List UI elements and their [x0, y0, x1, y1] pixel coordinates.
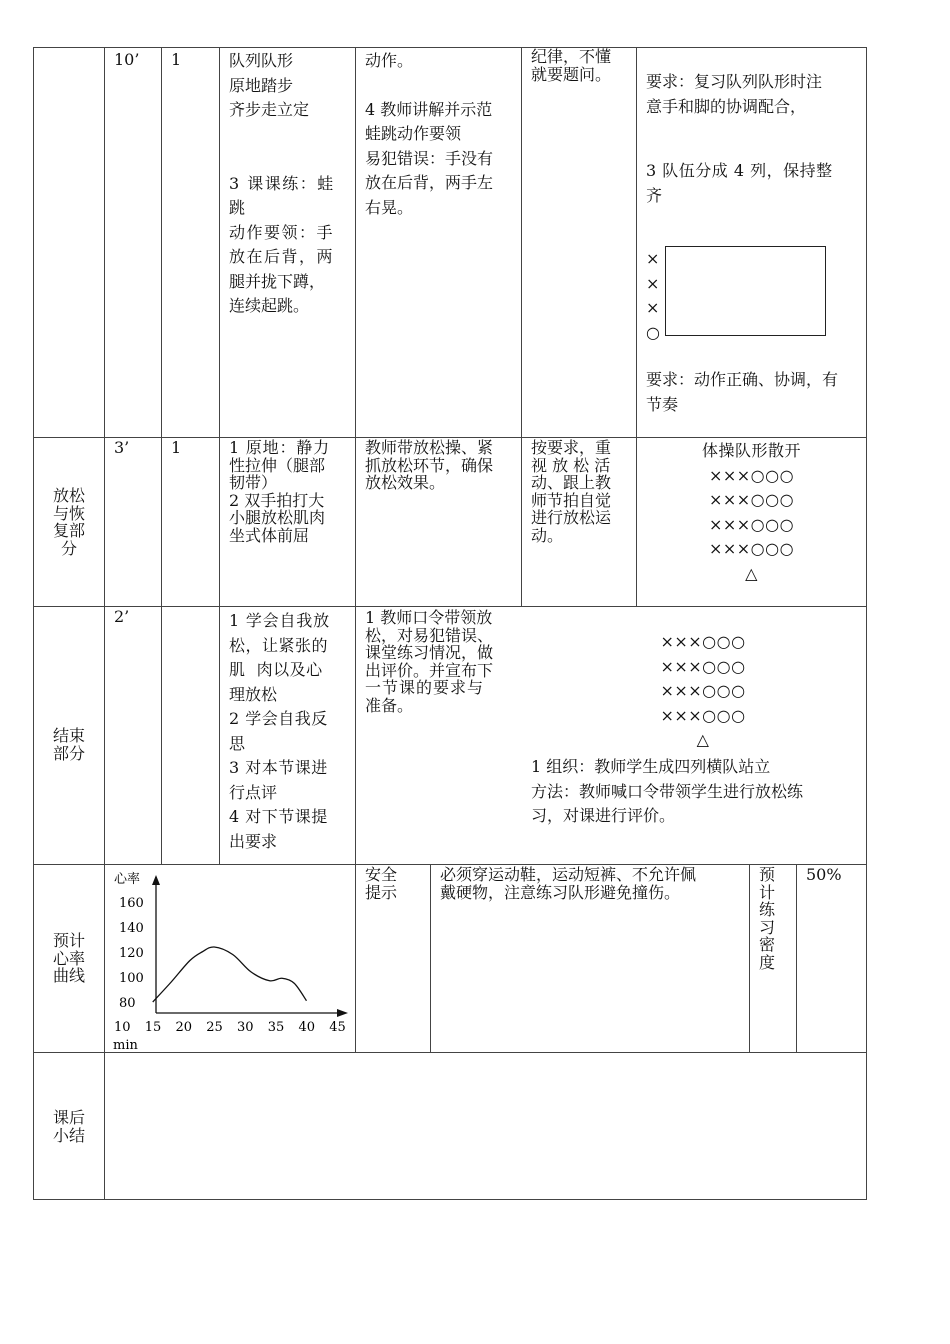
org-line: 节奏: [646, 394, 679, 414]
student-line: 动。: [531, 525, 564, 545]
label-line: 曲线: [52, 966, 85, 985]
label-line: 课后: [52, 1108, 85, 1127]
row2-content: [229, 439, 330, 544]
row2-teacher: [365, 439, 493, 492]
formation-row: ×××○○○: [708, 465, 795, 485]
col-divider: [219, 47, 220, 865]
org-line: 要求：动作正确、协调，有: [646, 370, 839, 389]
label-line: 预计: [52, 931, 85, 950]
y-tick-label: 80: [119, 996, 136, 1011]
org-line: 方法：教师喊口令带领学生进行放松练: [531, 781, 804, 801]
content-line: 原地踏步: [229, 75, 294, 95]
x-tick-label: 25: [206, 1020, 223, 1035]
y-tick-label: 120: [119, 946, 144, 961]
row3-time: 2’: [114, 607, 130, 626]
table-border-left: [33, 47, 34, 1200]
table-border-top: [33, 47, 867, 48]
table-border-bottom: [33, 1199, 867, 1200]
heart-rate-chart: [105, 865, 355, 1052]
content-line: 出要求: [229, 831, 278, 851]
org-line: 意手和脚的协调配合，: [646, 96, 807, 116]
content-line: 肌 肉以及心: [229, 660, 323, 679]
row3-formation: [522, 630, 884, 753]
label-line: 练: [759, 900, 776, 919]
label-line: 安全: [365, 865, 398, 884]
row2-student: [531, 439, 611, 544]
org-line: 要求：复习队列队形时注: [646, 72, 823, 91]
student-mark: ×: [646, 298, 660, 317]
student-line: 师节拍自觉: [531, 490, 612, 510]
content-line: 性拉伸（腿部: [229, 455, 326, 475]
content-line: 1 原地：静力: [229, 438, 330, 457]
density-value: 50%: [806, 865, 842, 884]
density-label: [759, 866, 775, 971]
x-axis-label: min: [113, 1038, 138, 1052]
row4-section-label: [39, 932, 99, 985]
teacher-line: 易犯错误：手没有: [365, 148, 494, 168]
col-divider: [430, 865, 431, 1053]
label-line: 习: [759, 917, 776, 937]
content-line: 动作要领：手: [229, 222, 335, 242]
teacher-line: 抓放松环节，确保: [365, 455, 494, 475]
teacher-line: 出评价。并宣布下: [365, 660, 494, 680]
teacher-line: 放在后背，两手左: [365, 173, 494, 192]
label-line: 心率: [52, 948, 85, 968]
content-line: 队列队形: [229, 51, 294, 70]
label-line: 放松: [52, 486, 85, 505]
content-line: 1 学会自我放: [229, 611, 330, 630]
content-line: 3 课课练：蛙: [229, 173, 335, 193]
row3-content: [229, 609, 330, 854]
x-tick-label: 30: [237, 1020, 254, 1035]
safety-label: [365, 866, 397, 901]
content-line: 韧带）: [229, 473, 278, 492]
label-line: 预: [759, 865, 776, 884]
label-line: 与恢: [52, 503, 85, 523]
formation-marks: [646, 247, 660, 345]
content-line: 4 对下节课提: [229, 807, 328, 826]
teacher-line: 一节课的要求与: [365, 678, 485, 697]
teacher-line: 松，对易犯错误、: [365, 625, 494, 645]
content-line: 坐式体前屈: [229, 525, 310, 545]
teacher-line: 动作。: [365, 51, 414, 70]
teacher-position-icon: △: [696, 730, 710, 749]
formation-row: ×××○○○: [660, 656, 746, 676]
student-line: 进行放松运: [531, 508, 612, 527]
safety-line: 必须穿运动鞋，运动短裤、不允许佩: [440, 865, 697, 884]
teacher-line: 右晃。: [365, 197, 414, 217]
row5-section-label: [39, 1109, 99, 1144]
label-line: 复部: [52, 521, 85, 540]
org-line: 1 组织：教师学生成四列横队站立: [531, 757, 771, 776]
content-line: 3 对本节课进: [229, 758, 328, 777]
content-line: 小腿放松肌肉: [229, 508, 326, 527]
teacher-line: 1 教师口令带领放: [365, 608, 493, 627]
label-line: 密: [759, 935, 776, 954]
row1-organization-3: [646, 368, 838, 417]
row2-section-label: [39, 487, 99, 557]
teacher-line: 准备。: [365, 695, 414, 715]
content-line: 2 学会自我反: [229, 709, 328, 728]
y-tick-label: 100: [119, 971, 144, 986]
teacher-position-icon: △: [745, 563, 758, 583]
content-line: 行点评: [229, 782, 278, 802]
teacher-line: 4 教师讲解并示范: [365, 99, 493, 119]
label-line: 提示: [365, 882, 398, 902]
y-tick-label: 140: [119, 921, 144, 936]
row2-count: 1: [171, 438, 182, 457]
student-mark: ×: [646, 273, 660, 293]
label-line: 计: [759, 882, 776, 902]
row1-count: 1: [171, 50, 182, 69]
content-line: 2 双手拍打大: [229, 490, 325, 510]
y-axis-arrow-icon: [152, 875, 160, 885]
org-line: 习，对课进行评价。: [531, 806, 676, 825]
row1-content: [229, 49, 353, 319]
student-line: 纪律，不懂: [531, 47, 612, 66]
content-line: 思: [229, 733, 246, 753]
content-line: 放在后背，两: [229, 247, 335, 266]
frog-jump-area-rect: [665, 246, 826, 336]
row1-teacher: [365, 49, 493, 220]
x-axis-arrow-icon: [337, 1009, 348, 1017]
student-line: 动、跟上教: [531, 473, 612, 492]
content-line: 跳: [229, 198, 246, 217]
label-line: 结束: [52, 726, 85, 745]
content-line: 齐步走立定: [229, 100, 310, 119]
row-divider: [33, 606, 867, 607]
col-divider: [796, 865, 797, 1053]
formation-row: ×××○○○: [708, 539, 795, 558]
row3-section-label: [39, 727, 99, 762]
col-divider: [355, 47, 356, 1053]
col-divider: [749, 865, 750, 1053]
formation-row: ×××○○○: [708, 514, 795, 534]
safety-line: 戴硬物，注意练习队形避免撞伤。: [440, 882, 681, 902]
label-line: 度: [759, 952, 776, 972]
label-line: 小结: [52, 1125, 85, 1145]
heart-rate-series-line: [153, 947, 307, 1002]
summary-area[interactable]: [105, 1053, 866, 1199]
safety-text: [440, 866, 696, 901]
label-line: 分: [60, 538, 77, 558]
x-tick-label: 10: [114, 1020, 131, 1035]
row3-teacher: [365, 609, 493, 714]
label-line: 部分: [52, 743, 85, 763]
x-tick-label: 15: [144, 1020, 162, 1035]
row1-student: [531, 48, 611, 83]
col-divider: [521, 47, 522, 607]
content-line: 松，让紧张的: [229, 635, 329, 655]
y-axis-label: 心率: [114, 872, 141, 887]
row1-time: 10’: [114, 50, 140, 69]
row2-organization: [637, 439, 866, 586]
teacher-line: 蛙跳动作要领: [365, 124, 462, 143]
row1-organization-2: [646, 159, 833, 208]
row3-org-text: [531, 755, 803, 829]
content-line: 连续起跳。: [229, 296, 310, 315]
formation-row: ×××○○○: [708, 490, 795, 509]
student-mark: ○: [646, 322, 660, 342]
student-line: 按要求，重: [531, 438, 612, 457]
org-line: 3 队伍分成 4 列，保持整: [646, 161, 833, 180]
table-border-right: [866, 47, 867, 1200]
formation-row: ×××○○○: [660, 632, 746, 651]
y-tick-label: 160: [119, 896, 144, 911]
x-tick-label: 40: [298, 1020, 316, 1035]
student-line: 视 放 松 活: [531, 455, 611, 475]
col-divider: [161, 47, 162, 865]
x-tick-label: 45: [329, 1020, 346, 1035]
teacher-line: 课堂练习情况，做: [365, 643, 494, 662]
teacher-line: 教师带放松操、紧: [365, 438, 494, 457]
formation-row: ×××○○○: [660, 705, 746, 725]
content-line: 理放松: [229, 684, 278, 704]
formation-row: ×××○○○: [660, 681, 746, 700]
row1-organization: [646, 70, 822, 119]
row2-time: 3’: [114, 438, 130, 457]
student-line: 就要题问。: [531, 64, 612, 84]
student-mark: ×: [646, 249, 660, 268]
content-line: 腿并拢下蹲，: [229, 271, 326, 291]
org-line: 齐: [646, 185, 663, 205]
x-tick-label: 20: [175, 1020, 193, 1035]
org-title: 体操队形散开: [701, 441, 801, 460]
teacher-line: 放松效果。: [365, 473, 446, 492]
x-tick-label: 35: [267, 1020, 285, 1035]
